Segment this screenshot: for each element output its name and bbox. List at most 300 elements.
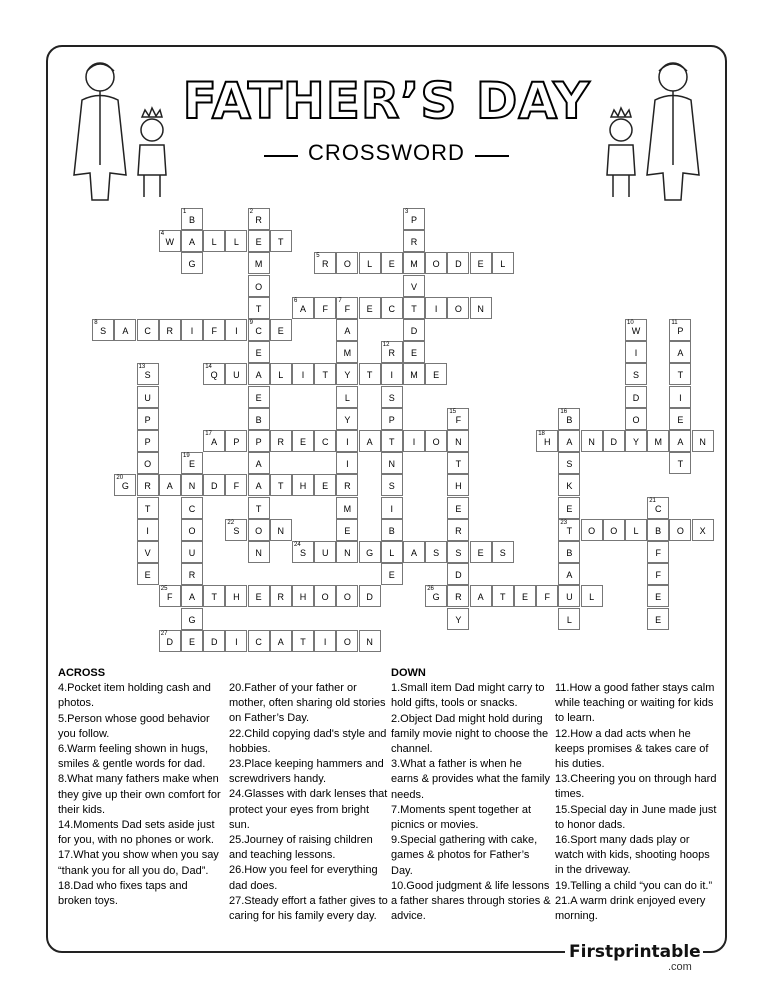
- cell-letter: Y: [344, 370, 351, 381]
- crossword-cell[interactable]: [425, 297, 447, 319]
- crossword-cell[interactable]: [603, 519, 625, 541]
- cell-letter: A: [277, 636, 284, 647]
- crossword-cell[interactable]: [225, 363, 247, 385]
- cell-letter: A: [166, 481, 173, 492]
- crossword-cell[interactable]: [447, 608, 469, 630]
- crossword-cell[interactable]: [270, 363, 292, 385]
- crossword-cell[interactable]: [314, 430, 336, 452]
- crossword-cell[interactable]: [314, 363, 336, 385]
- crossword-cell[interactable]: [270, 230, 292, 252]
- crossword-cell[interactable]: [225, 585, 247, 607]
- crossword-cell[interactable]: [314, 630, 336, 652]
- cell-letter: T: [389, 437, 395, 447]
- clue-number: 7: [338, 297, 342, 304]
- crossword-cell[interactable]: [336, 408, 358, 430]
- crossword-cell[interactable]: [137, 497, 159, 519]
- crossword-cell[interactable]: [292, 430, 314, 452]
- crossword-cell[interactable]: [359, 252, 381, 274]
- crossword-cell[interactable]: [225, 519, 247, 541]
- crossword-cell[interactable]: [647, 497, 669, 519]
- crossword-cell[interactable]: [558, 541, 580, 563]
- crossword-cell[interactable]: [447, 519, 469, 541]
- cell-letter: D: [210, 481, 218, 492]
- cell-letter: E: [255, 348, 262, 359]
- cell-letter: P: [255, 437, 262, 447]
- crossword-cell[interactable]: [292, 541, 314, 563]
- clue-number: 1: [183, 209, 187, 215]
- cell-letter: P: [233, 437, 240, 447]
- across-clues-column-2: [229, 681, 389, 924]
- cell-letter: B: [655, 525, 662, 536]
- crossword-cell[interactable]: [114, 474, 136, 496]
- cell-letter: E: [655, 592, 662, 603]
- crossword-cell[interactable]: [581, 519, 603, 541]
- crossword-cell[interactable]: [336, 497, 358, 519]
- cell-letter: W: [165, 237, 175, 248]
- crossword-cell[interactable]: [425, 363, 447, 385]
- cell-letter: C: [321, 437, 329, 447]
- cell-letter: E: [322, 481, 329, 492]
- crossword-cell[interactable]: [314, 252, 336, 274]
- crossword-cell[interactable]: [336, 452, 358, 474]
- crossword-cell[interactable]: [558, 430, 580, 452]
- crossword-cell[interactable]: [336, 519, 358, 541]
- crossword-cell[interactable]: [137, 319, 159, 341]
- crossword-cell[interactable]: [225, 230, 247, 252]
- cell-letter: F: [655, 570, 661, 581]
- crossword-cell[interactable]: [137, 386, 159, 408]
- cell-letter: U: [188, 548, 196, 558]
- clue-number: 2: [249, 209, 253, 215]
- clue-item: 14.Moments Dad sets aside just for you, with no phones or work.: [58, 819, 215, 847]
- clue-number: 9: [249, 320, 253, 326]
- brand-logo: Firstprintable: [565, 942, 703, 962]
- crossword-cell[interactable]: [447, 585, 469, 607]
- crossword-cell[interactable]: [248, 474, 270, 496]
- crossword-cell[interactable]: [181, 585, 203, 607]
- crossword-cell[interactable]: [647, 430, 669, 452]
- crossword-cell[interactable]: [447, 541, 469, 563]
- crossword-cell[interactable]: [336, 363, 358, 385]
- crossword-cell[interactable]: [225, 474, 247, 496]
- crossword-cell[interactable]: [137, 408, 159, 430]
- crossword-cell[interactable]: [625, 408, 647, 430]
- crossword-cell[interactable]: [669, 363, 691, 385]
- crossword-cell[interactable]: [470, 585, 492, 607]
- cell-letter: C: [654, 503, 662, 514]
- cell-letter: F: [455, 414, 462, 425]
- crossword-cell[interactable]: [470, 252, 492, 274]
- crossword-cell[interactable]: [403, 275, 425, 297]
- crossword-cell[interactable]: [225, 319, 247, 341]
- crossword-cell[interactable]: [114, 319, 136, 341]
- cell-letter: F: [211, 326, 217, 336]
- clue-item: 7.Moments spent together at picnics or movies.: [391, 803, 532, 832]
- crossword-cell[interactable]: [181, 208, 203, 230]
- crossword-cell[interactable]: [248, 341, 270, 363]
- crossword-cell[interactable]: [203, 630, 225, 652]
- crossword-cell[interactable]: [314, 541, 336, 563]
- crossword-cell[interactable]: [336, 430, 358, 452]
- crossword-cell[interactable]: [669, 319, 691, 341]
- cell-letter: H: [233, 592, 240, 603]
- cell-letter: T: [677, 459, 684, 470]
- clue-item: 2.Object Dad might hold during family movie night to choose the channel.: [391, 712, 549, 756]
- cell-letter: O: [454, 303, 462, 314]
- crossword-cell[interactable]: [137, 430, 159, 452]
- crossword-cell[interactable]: [314, 474, 336, 496]
- crossword-cell[interactable]: [137, 363, 159, 385]
- crossword-cell[interactable]: [447, 497, 469, 519]
- crossword-cell[interactable]: [137, 563, 159, 585]
- crossword-cell[interactable]: [248, 430, 270, 452]
- cell-letter: N: [344, 548, 351, 558]
- clue-number: 5: [316, 253, 320, 260]
- crossword-cell[interactable]: [359, 541, 381, 563]
- clue-number: 13: [138, 364, 146, 371]
- crossword-cell[interactable]: [270, 585, 292, 607]
- crossword-cell[interactable]: [403, 208, 425, 230]
- cell-letter: D: [366, 592, 373, 603]
- crossword-cell[interactable]: [403, 341, 425, 363]
- crossword-cell[interactable]: [292, 474, 314, 496]
- crossword-cell[interactable]: [381, 252, 403, 274]
- crossword-cell[interactable]: [403, 541, 425, 563]
- cell-letter: T: [255, 503, 262, 514]
- crossword-cell[interactable]: [381, 474, 403, 496]
- crossword-cell[interactable]: [625, 363, 647, 385]
- cell-letter: S: [433, 548, 440, 558]
- crossword-cell[interactable]: [447, 408, 469, 430]
- crossword-cell[interactable]: [381, 430, 403, 452]
- crossword-cell[interactable]: [248, 541, 270, 563]
- cell-letter: M: [343, 348, 352, 359]
- crossword-cell[interactable]: [514, 585, 536, 607]
- crossword-cell[interactable]: [581, 585, 603, 607]
- cell-letter: M: [410, 370, 418, 381]
- crossword-cell[interactable]: [647, 608, 669, 630]
- crossword-cell[interactable]: [92, 319, 114, 341]
- crossword-cell[interactable]: [314, 585, 336, 607]
- crossword-cell[interactable]: [292, 630, 314, 652]
- crossword-cell[interactable]: [403, 319, 425, 341]
- clue-item: 3.What a father is when he earns & provides what the family needs.: [391, 758, 550, 801]
- crossword-cell[interactable]: [248, 297, 270, 319]
- clue-number: 22: [227, 519, 235, 526]
- crossword-cell[interactable]: [492, 541, 514, 563]
- crossword-cell[interactable]: [181, 319, 203, 341]
- crossword-cell[interactable]: [181, 608, 203, 630]
- crossword-cell[interactable]: [336, 630, 358, 652]
- crossword-cell[interactable]: [381, 519, 403, 541]
- cell-letter: Y: [344, 414, 351, 425]
- cell-letter: O: [144, 459, 152, 470]
- crossword-cell[interactable]: [181, 452, 203, 474]
- cell-letter: L: [233, 237, 239, 248]
- crossword-cell[interactable]: [558, 519, 580, 541]
- crossword-cell[interactable]: [625, 341, 647, 363]
- crossword-cell[interactable]: [137, 474, 159, 496]
- crossword-cell[interactable]: [669, 341, 691, 363]
- crossword-cell[interactable]: [558, 452, 580, 474]
- cell-letter: M: [343, 503, 352, 514]
- crossword-cell[interactable]: [647, 519, 669, 541]
- crossword-cell[interactable]: [336, 297, 358, 319]
- crossword-cell[interactable]: [381, 408, 403, 430]
- cell-letter: L: [589, 592, 595, 603]
- crossword-cell[interactable]: [692, 430, 714, 452]
- crossword-cell[interactable]: [181, 563, 203, 585]
- cell-letter: F: [233, 481, 240, 492]
- crossword-cell[interactable]: [381, 452, 403, 474]
- crossword-cell[interactable]: [381, 341, 403, 363]
- crossword-cell[interactable]: [425, 585, 447, 607]
- crossword-cell[interactable]: [203, 363, 225, 385]
- crossword-cell[interactable]: [292, 585, 314, 607]
- crossword-cell[interactable]: [403, 430, 425, 452]
- crossword-cell[interactable]: [447, 563, 469, 585]
- crossword-cell[interactable]: [558, 408, 580, 430]
- cell-letter: T: [455, 459, 462, 470]
- crossword-cell[interactable]: [248, 497, 270, 519]
- cell-letter: R: [277, 592, 285, 603]
- cell-letter: T: [144, 503, 151, 514]
- cell-letter: N: [366, 636, 373, 647]
- cell-letter: N: [277, 525, 285, 536]
- crossword-cell[interactable]: [470, 541, 492, 563]
- crossword-cell[interactable]: [447, 252, 469, 274]
- crossword-cell[interactable]: [336, 319, 358, 341]
- crossword-cell[interactable]: [647, 563, 669, 585]
- crossword-cell[interactable]: [625, 430, 647, 452]
- crossword-cell[interactable]: [336, 585, 358, 607]
- cell-letter: E: [455, 503, 462, 514]
- clue-number: 26: [427, 586, 434, 593]
- clue-number: 6: [294, 297, 298, 304]
- crossword-cell[interactable]: [381, 563, 403, 585]
- crossword-cell[interactable]: [381, 497, 403, 519]
- cell-letter: E: [477, 259, 484, 270]
- crossword-cell[interactable]: [203, 319, 225, 341]
- clue-number: 8: [94, 320, 98, 326]
- crossword-cell[interactable]: [558, 474, 580, 496]
- crossword-cell[interactable]: [359, 630, 381, 652]
- crossword-cell[interactable]: [447, 430, 469, 452]
- crossword-cell[interactable]: [137, 541, 159, 563]
- cell-letter: B: [255, 414, 262, 425]
- crossword-cell[interactable]: [270, 319, 292, 341]
- crossword-cell[interactable]: [248, 319, 270, 341]
- crossword-cell[interactable]: [336, 386, 358, 408]
- crossword-cell[interactable]: [381, 297, 403, 319]
- brand-suffix: .com: [668, 961, 692, 973]
- crossword-cell[interactable]: [403, 363, 425, 385]
- crossword-cell[interactable]: [159, 319, 181, 341]
- clue-item: 11.How a good father stays calm while teaching or waiting for kids to learn.: [555, 682, 715, 725]
- cell-letter: R: [188, 570, 196, 581]
- crossword-cell[interactable]: [425, 541, 447, 563]
- cell-letter: E: [521, 592, 528, 603]
- cell-letter: O: [632, 414, 640, 425]
- crossword-cell[interactable]: [692, 519, 714, 541]
- crossword-cell[interactable]: [248, 519, 270, 541]
- crossword-cell[interactable]: [558, 563, 580, 585]
- crossword-cell[interactable]: [492, 252, 514, 274]
- crossword-cell[interactable]: [359, 585, 381, 607]
- down-heading: DOWN: [391, 667, 426, 679]
- cell-letter: R: [166, 326, 174, 336]
- clue-number: 11: [671, 320, 678, 326]
- crossword-cell[interactable]: [292, 297, 314, 319]
- cell-letter: Q: [210, 370, 218, 381]
- cell-letter: I: [235, 326, 238, 336]
- clue-item: 6.Warm feeling shown in hugs, smiles & gentle words for dad.: [58, 743, 208, 771]
- clue-item: 5.Person whose good behavior you follow.: [58, 712, 210, 740]
- crossword-cell[interactable]: [669, 430, 691, 452]
- cell-letter: U: [321, 548, 329, 558]
- crossword-cell[interactable]: [181, 541, 203, 563]
- crossword-cell[interactable]: [669, 386, 691, 408]
- cell-letter: G: [366, 548, 374, 558]
- crossword-cell[interactable]: [159, 630, 181, 652]
- cell-letter: U: [233, 370, 240, 381]
- crossword-cell[interactable]: [403, 252, 425, 274]
- crossword-cell[interactable]: [248, 275, 270, 297]
- crossword-cell[interactable]: [669, 519, 691, 541]
- crossword-cell[interactable]: [248, 386, 270, 408]
- cell-letter: T: [278, 481, 284, 492]
- clue-number: 10: [627, 320, 634, 326]
- down-clues-column-1: [391, 666, 551, 924]
- crossword-cell[interactable]: [492, 585, 514, 607]
- cell-letter: O: [343, 592, 351, 603]
- crossword-cell[interactable]: [558, 497, 580, 519]
- crossword-cell[interactable]: [225, 430, 247, 452]
- cell-letter: E: [255, 237, 262, 248]
- cell-letter: S: [499, 548, 506, 558]
- cell-letter: S: [632, 370, 639, 381]
- cell-letter: A: [566, 570, 573, 581]
- crossword-cell[interactable]: [270, 430, 292, 452]
- crossword-cell[interactable]: [137, 519, 159, 541]
- crossword-cell[interactable]: [425, 430, 447, 452]
- crossword-cell[interactable]: [248, 630, 270, 652]
- crossword-cell[interactable]: [359, 363, 381, 385]
- crossword-cell[interactable]: [314, 297, 336, 319]
- crossword-cell[interactable]: [647, 585, 669, 607]
- crossword-cell[interactable]: [181, 474, 203, 496]
- crossword-cell[interactable]: [536, 585, 558, 607]
- cell-letter: R: [388, 348, 396, 359]
- cell-letter: N: [588, 437, 595, 447]
- crossword-cell[interactable]: [159, 230, 181, 252]
- crossword-cell[interactable]: [447, 474, 469, 496]
- crossword-cell[interactable]: [669, 408, 691, 430]
- crossword-cell[interactable]: [625, 519, 647, 541]
- cell-letter: B: [388, 525, 395, 536]
- crossword-cell[interactable]: [647, 541, 669, 563]
- crossword-cell[interactable]: [669, 452, 691, 474]
- cell-letter: N: [255, 548, 262, 558]
- crossword-cell[interactable]: [248, 252, 270, 274]
- cell-letter: A: [477, 592, 484, 603]
- crossword-cell[interactable]: [336, 474, 358, 496]
- crossword-cell[interactable]: [336, 252, 358, 274]
- crossword-cell[interactable]: [270, 474, 292, 496]
- crossword-cell[interactable]: [248, 363, 270, 385]
- crossword-cell[interactable]: [203, 585, 225, 607]
- cell-letter: M: [654, 437, 662, 447]
- crossword-cell[interactable]: [558, 585, 580, 607]
- cell-letter: A: [255, 459, 262, 470]
- crossword-cell[interactable]: [425, 252, 447, 274]
- crossword-cell[interactable]: [558, 608, 580, 630]
- cell-letter: P: [144, 414, 151, 425]
- clue-item: 1.Small item Dad might carry to hold gifts, tools or snacks.: [391, 682, 545, 710]
- cell-letter: M: [254, 259, 263, 270]
- crossword-cell[interactable]: [625, 386, 647, 408]
- crossword-cell[interactable]: [248, 408, 270, 430]
- crossword-cell[interactable]: [359, 297, 381, 319]
- crossword-cell[interactable]: [270, 519, 292, 541]
- crossword-cell[interactable]: [248, 452, 270, 474]
- cell-letter: D: [166, 636, 174, 647]
- clue-number: 27: [160, 630, 168, 637]
- crossword-cell[interactable]: [203, 430, 225, 452]
- crossword-cell[interactable]: [603, 430, 625, 452]
- crossword-cell[interactable]: [536, 430, 558, 452]
- crossword-cell[interactable]: [403, 297, 425, 319]
- clue-item: 8.What many fathers make when they give up their own comfort for their kids.: [58, 773, 221, 816]
- cell-letter: O: [188, 525, 196, 536]
- crossword-cell[interactable]: [248, 585, 270, 607]
- crossword-cell[interactable]: [159, 474, 181, 496]
- crossword-cell[interactable]: [581, 430, 603, 452]
- crossword-cell[interactable]: [181, 630, 203, 652]
- crossword-cell[interactable]: [159, 585, 181, 607]
- crossword-cell[interactable]: [248, 230, 270, 252]
- crossword-cell[interactable]: [248, 208, 270, 230]
- crossword-cell[interactable]: [181, 252, 203, 274]
- crossword-cell[interactable]: [381, 363, 403, 385]
- crossword-cell[interactable]: [181, 230, 203, 252]
- crossword-cell[interactable]: [203, 230, 225, 252]
- crossword-cell[interactable]: [359, 430, 381, 452]
- cell-letter: S: [388, 481, 395, 492]
- crossword-cell[interactable]: [270, 630, 292, 652]
- crossword-cell[interactable]: [470, 297, 492, 319]
- cell-letter: D: [455, 259, 462, 270]
- crossword-cell[interactable]: [447, 297, 469, 319]
- crossword-cell[interactable]: [336, 341, 358, 363]
- crossword-cell[interactable]: [381, 386, 403, 408]
- crossword-cell[interactable]: [336, 541, 358, 563]
- cell-letter: E: [344, 525, 351, 536]
- crossword-cell[interactable]: [381, 541, 403, 563]
- crossword-cell[interactable]: [181, 519, 203, 541]
- cell-letter: T: [411, 303, 417, 314]
- crossword-cell[interactable]: [203, 474, 225, 496]
- crossword-cell[interactable]: [181, 497, 203, 519]
- crossword-cell[interactable]: [292, 363, 314, 385]
- cell-letter: A: [299, 303, 306, 314]
- cell-letter: G: [188, 614, 196, 625]
- crossword-cell[interactable]: [225, 630, 247, 652]
- crossword-cell[interactable]: [137, 452, 159, 474]
- crossword-cell[interactable]: [403, 230, 425, 252]
- crossword-cell[interactable]: [447, 452, 469, 474]
- crossword-cell[interactable]: [625, 319, 647, 341]
